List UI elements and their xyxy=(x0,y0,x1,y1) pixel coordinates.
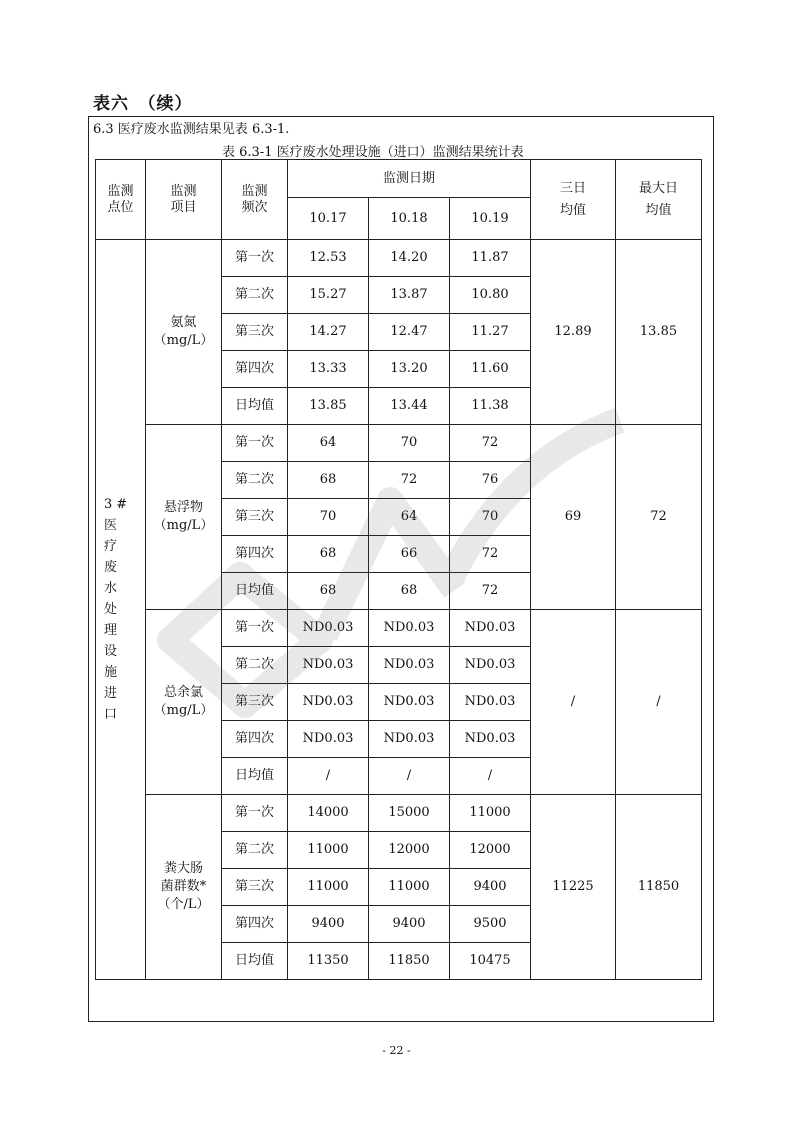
table-caption: 表 6.3-1 医疗废水处理设施（进口）监测结果统计表 xyxy=(222,145,524,160)
value-cell: 15000 xyxy=(369,795,450,832)
max-day-avg-cell: 11850 xyxy=(616,795,702,980)
value-cell: / xyxy=(288,758,369,795)
value-cell: 11000 xyxy=(369,869,450,906)
header-max-day-avg: 最大日 均值 xyxy=(616,160,702,240)
item-cell: 氨氮 （mg/L） xyxy=(146,240,222,425)
value-cell: ND0.03 xyxy=(288,647,369,684)
value-cell: ND0.03 xyxy=(288,610,369,647)
value-cell: 72 xyxy=(369,462,450,499)
header-date-3: 10.19 xyxy=(450,198,531,240)
table-row xyxy=(96,610,702,647)
frequency-cell: 第四次 xyxy=(222,721,288,758)
value-cell: 11850 xyxy=(369,943,450,980)
header-date-1: 10.17 xyxy=(288,198,369,240)
value-cell: 72 xyxy=(450,425,531,462)
table-row xyxy=(96,425,702,462)
value-cell: 11000 xyxy=(288,869,369,906)
three-day-avg-cell: 12.89 xyxy=(531,240,616,425)
frequency-cell: 日均值 xyxy=(222,943,288,980)
value-cell: 68 xyxy=(369,573,450,610)
frequency-cell: 第四次 xyxy=(222,906,288,943)
value-cell: ND0.03 xyxy=(450,684,531,721)
value-cell: 66 xyxy=(369,536,450,573)
frequency-cell: 第三次 xyxy=(222,314,288,351)
item-cell: 悬浮物 （mg/L） xyxy=(146,425,222,610)
header-location: 监测 点位 xyxy=(96,160,146,240)
frequency-cell: 第二次 xyxy=(222,647,288,684)
value-cell: ND0.03 xyxy=(450,647,531,684)
frequency-cell: 第三次 xyxy=(222,499,288,536)
frequency-cell: 第二次 xyxy=(222,832,288,869)
value-cell: 14000 xyxy=(288,795,369,832)
value-cell: 70 xyxy=(450,499,531,536)
value-cell: 12000 xyxy=(369,832,450,869)
value-cell: 11.87 xyxy=(450,240,531,277)
frequency-cell: 第一次 xyxy=(222,610,288,647)
value-cell: 68 xyxy=(288,573,369,610)
value-cell: 13.87 xyxy=(369,277,450,314)
three-day-avg-cell: / xyxy=(531,610,616,795)
value-cell: 15.27 xyxy=(288,277,369,314)
value-cell: 11.27 xyxy=(450,314,531,351)
table-row xyxy=(96,240,702,277)
value-cell: 64 xyxy=(369,499,450,536)
value-cell: ND0.03 xyxy=(369,721,450,758)
value-cell: 70 xyxy=(369,425,450,462)
frequency-cell: 第二次 xyxy=(222,462,288,499)
frequency-cell: 第一次 xyxy=(222,795,288,832)
header-date-2: 10.18 xyxy=(369,198,450,240)
value-cell: 12.53 xyxy=(288,240,369,277)
results-table xyxy=(95,159,702,980)
location-cell: 3# 医 疗 废 水 处 理 设 施 进 口 xyxy=(96,240,146,980)
three-day-avg-cell: 11225 xyxy=(531,795,616,980)
header-three-day-avg: 三日 均值 xyxy=(531,160,616,240)
value-cell: 13.85 xyxy=(288,388,369,425)
header-date: 监测日期 xyxy=(288,160,531,198)
value-cell: 12.47 xyxy=(369,314,450,351)
frequency-cell: 第一次 xyxy=(222,240,288,277)
value-cell: 13.20 xyxy=(369,351,450,388)
value-cell: 68 xyxy=(288,536,369,573)
value-cell: 11.60 xyxy=(450,351,531,388)
frequency-cell: 第四次 xyxy=(222,536,288,573)
frequency-cell: 第三次 xyxy=(222,869,288,906)
value-cell: 11350 xyxy=(288,943,369,980)
three-day-avg-cell: 69 xyxy=(531,425,616,610)
header-frequency: 监测 频次 xyxy=(222,160,288,240)
frequency-cell: 日均值 xyxy=(222,758,288,795)
value-cell: 10475 xyxy=(450,943,531,980)
value-cell: 13.33 xyxy=(288,351,369,388)
value-cell: 72 xyxy=(450,536,531,573)
item-cell: 粪大肠 菌群数* （个/L） xyxy=(146,795,222,980)
value-cell: ND0.03 xyxy=(288,684,369,721)
max-day-avg-cell: 72 xyxy=(616,425,702,610)
value-cell: 10.80 xyxy=(450,277,531,314)
section-heading: 表六 （续） xyxy=(93,94,193,114)
intro-text: 6.3 医疗废水监测结果见表 6.3-1. xyxy=(93,122,290,137)
value-cell: 11000 xyxy=(288,832,369,869)
value-cell: 14.27 xyxy=(288,314,369,351)
page-number: - 22 - xyxy=(382,1044,411,1057)
table-row xyxy=(96,795,702,832)
value-cell: 68 xyxy=(288,462,369,499)
value-cell: 9400 xyxy=(450,869,531,906)
frequency-cell: 日均值 xyxy=(222,573,288,610)
value-cell: ND0.03 xyxy=(369,684,450,721)
value-cell: / xyxy=(450,758,531,795)
value-cell: 70 xyxy=(288,499,369,536)
value-cell: 11000 xyxy=(450,795,531,832)
value-cell: 76 xyxy=(450,462,531,499)
value-cell: 9400 xyxy=(288,906,369,943)
header-item: 监测 项目 xyxy=(146,160,222,240)
value-cell: 9500 xyxy=(450,906,531,943)
value-cell: 9400 xyxy=(369,906,450,943)
value-cell: 64 xyxy=(288,425,369,462)
max-day-avg-cell: / xyxy=(616,610,702,795)
value-cell: ND0.03 xyxy=(369,647,450,684)
frequency-cell: 日均值 xyxy=(222,388,288,425)
value-cell: 14.20 xyxy=(369,240,450,277)
value-cell: ND0.03 xyxy=(288,721,369,758)
value-cell: ND0.03 xyxy=(369,610,450,647)
max-day-avg-cell: 13.85 xyxy=(616,240,702,425)
frequency-cell: 第四次 xyxy=(222,351,288,388)
value-cell: 12000 xyxy=(450,832,531,869)
value-cell: ND0.03 xyxy=(450,721,531,758)
frequency-cell: 第一次 xyxy=(222,425,288,462)
item-cell: 总余氯 （mg/L） xyxy=(146,610,222,795)
value-cell: 13.44 xyxy=(369,388,450,425)
value-cell: 11.38 xyxy=(450,388,531,425)
value-cell: / xyxy=(369,758,450,795)
frequency-cell: 第三次 xyxy=(222,684,288,721)
value-cell: 72 xyxy=(450,573,531,610)
frequency-cell: 第二次 xyxy=(222,277,288,314)
value-cell: ND0.03 xyxy=(450,610,531,647)
